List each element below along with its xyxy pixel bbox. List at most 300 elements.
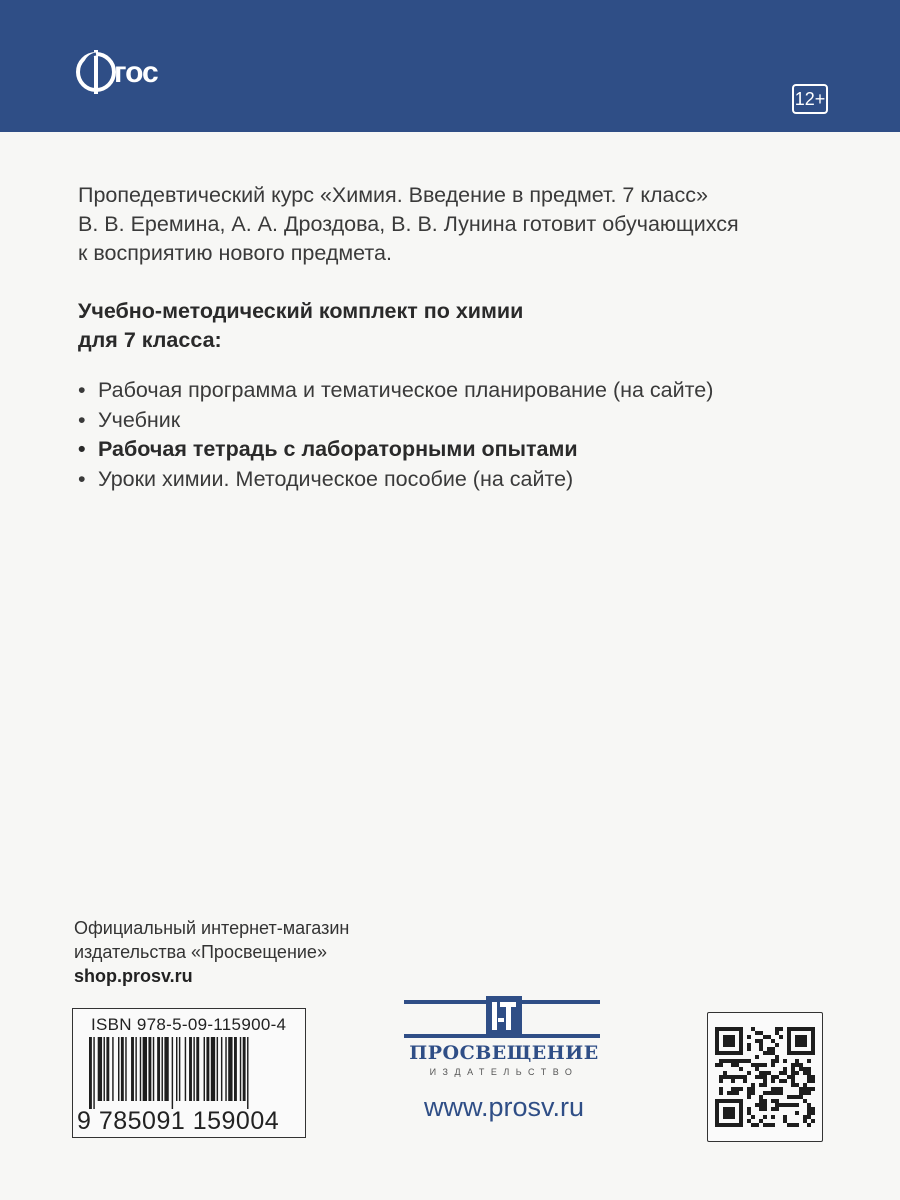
qr-module xyxy=(731,1123,735,1127)
qr-module xyxy=(719,1027,723,1031)
barcode-bar xyxy=(98,1037,102,1101)
barcode-bar xyxy=(179,1037,180,1101)
qr-module xyxy=(731,1027,735,1031)
qr-module xyxy=(723,1123,727,1127)
publisher-name: ПРОСВЕЩЕНИЕ xyxy=(409,1042,599,1064)
barcode-bar xyxy=(135,1037,136,1101)
qr-module xyxy=(771,1091,775,1095)
barcode-bar xyxy=(243,1037,246,1101)
qr-module xyxy=(715,1119,719,1123)
qr-module xyxy=(775,1075,779,1079)
qr-module xyxy=(791,1071,795,1075)
ean-digits: 9 785091 159004 xyxy=(77,1107,280,1135)
qr-module xyxy=(751,1087,755,1091)
qr-module xyxy=(771,1099,775,1103)
qr-module xyxy=(759,1043,763,1047)
barcode-bar xyxy=(89,1037,92,1109)
qr-module xyxy=(723,1099,727,1103)
qr-module xyxy=(811,1027,815,1031)
qr-module xyxy=(783,1119,787,1123)
qr-module xyxy=(719,1059,723,1063)
qr-module xyxy=(759,1099,763,1103)
qr-module xyxy=(795,1027,799,1031)
qr-module xyxy=(763,1071,767,1075)
qr-module xyxy=(743,1075,747,1079)
qr-module xyxy=(747,1035,751,1039)
qr-module xyxy=(727,1091,731,1095)
qr-module xyxy=(715,1063,719,1067)
qr-module xyxy=(763,1075,767,1079)
qr-module xyxy=(791,1123,795,1127)
qr-module xyxy=(767,1091,771,1095)
qr-module xyxy=(763,1035,767,1039)
qr-module xyxy=(739,1051,743,1055)
qr-module xyxy=(771,1123,775,1127)
qr-module xyxy=(791,1083,795,1087)
qr-module xyxy=(747,1091,751,1095)
qr-module xyxy=(727,1043,731,1047)
qr-module xyxy=(739,1107,743,1111)
qr-module xyxy=(715,1051,719,1055)
intro-text xyxy=(78,181,838,268)
qr-module xyxy=(735,1063,739,1067)
qr-module xyxy=(803,1119,807,1123)
qr-module xyxy=(739,1047,743,1051)
qr-module xyxy=(735,1075,739,1079)
barcode-box xyxy=(72,1008,306,1138)
qr-module xyxy=(795,1039,799,1043)
qr-module xyxy=(783,1103,787,1107)
qr-module xyxy=(731,1063,735,1067)
qr-module xyxy=(727,1059,731,1063)
qr-module xyxy=(795,1051,799,1055)
qr-module xyxy=(795,1043,799,1047)
qr-module xyxy=(739,1043,743,1047)
qr-module xyxy=(719,1099,723,1103)
qr-module xyxy=(735,1059,739,1063)
qr-module xyxy=(759,1075,763,1079)
publisher-book-icon xyxy=(484,992,524,1038)
qr-module xyxy=(739,1039,743,1043)
qr-module xyxy=(731,1115,735,1119)
qr-module xyxy=(763,1099,767,1103)
qr-module xyxy=(723,1027,727,1031)
qr-module xyxy=(811,1035,815,1039)
qr-module xyxy=(751,1115,755,1119)
qr-module xyxy=(747,1059,751,1063)
barcode-bar xyxy=(196,1037,199,1101)
qr-module xyxy=(811,1039,815,1043)
qr-module xyxy=(791,1103,795,1107)
qr-module xyxy=(739,1103,743,1107)
qr-module xyxy=(723,1051,727,1055)
qr-module xyxy=(751,1027,755,1031)
qr-module xyxy=(795,1111,799,1115)
qr-module xyxy=(727,1039,731,1043)
isbn-text: ISBN 978-5-09-115900-4 xyxy=(91,1015,287,1034)
qr-module xyxy=(791,1079,795,1083)
qr-module xyxy=(763,1103,767,1107)
qr-module xyxy=(747,1071,751,1075)
qr-module xyxy=(759,1119,763,1123)
qr-module xyxy=(811,1047,815,1051)
qr-module xyxy=(783,1067,787,1071)
qr-module xyxy=(791,1075,795,1079)
qr-module xyxy=(803,1027,807,1031)
qr-module xyxy=(771,1087,775,1091)
list-item: • Учебник xyxy=(78,406,838,436)
qr-code-icon[interactable] xyxy=(714,1019,816,1135)
qr-module xyxy=(751,1123,755,1127)
qr-module xyxy=(791,1027,795,1031)
qr-module xyxy=(727,1035,731,1039)
qr-module xyxy=(747,1119,751,1123)
qr-module xyxy=(739,1067,743,1071)
qr-module xyxy=(811,1087,815,1091)
qr-module xyxy=(795,1103,799,1107)
qr-module xyxy=(715,1115,719,1119)
barcode-bar xyxy=(189,1037,192,1101)
qr-module xyxy=(787,1027,791,1031)
qr-module xyxy=(763,1115,767,1119)
qr-module xyxy=(811,1031,815,1035)
qr-module xyxy=(807,1071,811,1075)
fgos-logo-text: гос xyxy=(114,56,158,89)
qr-module xyxy=(731,1059,735,1063)
qr-module xyxy=(739,1087,743,1091)
qr-module xyxy=(799,1067,803,1071)
qr-module xyxy=(807,1103,811,1107)
qr-module xyxy=(799,1091,803,1095)
publisher-url-link[interactable]: www.prosv.ru xyxy=(423,1092,585,1122)
barcode-bar xyxy=(125,1037,126,1101)
qr-module xyxy=(759,1039,763,1043)
qr-module xyxy=(787,1035,791,1039)
qr-module xyxy=(763,1079,767,1083)
qr-module xyxy=(799,1043,803,1047)
qr-module xyxy=(763,1123,767,1127)
barcode-bar xyxy=(247,1037,248,1109)
qr-module xyxy=(751,1063,755,1067)
qr-module xyxy=(759,1031,763,1035)
shop-url-link[interactable]: shop.prosv.ru xyxy=(74,966,193,986)
qr-module xyxy=(739,1059,743,1063)
header-band xyxy=(0,0,900,132)
qr-module xyxy=(803,1091,807,1095)
fgos-logo xyxy=(74,44,184,100)
qr-module xyxy=(727,1123,731,1127)
qr-module xyxy=(715,1111,719,1115)
qr-module xyxy=(727,1027,731,1031)
qr-module xyxy=(763,1063,767,1067)
list-item: • Рабочая программа и тематическое планирование (на сайте) xyxy=(78,376,838,406)
qr-module xyxy=(739,1035,743,1039)
barcode-bar xyxy=(157,1037,160,1101)
qr-module xyxy=(767,1047,771,1051)
qr-module xyxy=(747,1095,751,1099)
barcode-bar xyxy=(217,1037,218,1101)
barcode-bar xyxy=(148,1037,151,1101)
qr-module xyxy=(767,1035,771,1039)
qr-module xyxy=(803,1087,807,1091)
qr-module xyxy=(779,1071,783,1075)
qr-module xyxy=(799,1051,803,1055)
qr-module xyxy=(731,1107,735,1111)
qr-module xyxy=(763,1051,767,1055)
kit-title-line: Учебно-методический комплект по химии xyxy=(78,299,524,323)
qr-module xyxy=(715,1027,719,1031)
qr-module xyxy=(755,1067,759,1071)
list-item-highlighted: • Рабочая тетрадь с лабораторными опытами xyxy=(78,435,838,465)
qr-module xyxy=(795,1071,799,1075)
qr-module xyxy=(807,1027,811,1031)
qr-module xyxy=(803,1115,807,1119)
qr-module xyxy=(755,1103,759,1107)
shop-line: Официальный интернет-магазин xyxy=(74,918,350,938)
qr-module xyxy=(799,1087,803,1091)
qr-module xyxy=(727,1051,731,1055)
qr-module xyxy=(715,1039,719,1043)
qr-module xyxy=(719,1051,723,1055)
qr-module xyxy=(735,1123,739,1127)
qr-module xyxy=(771,1039,775,1043)
qr-module xyxy=(771,1059,775,1063)
qr-module xyxy=(727,1099,731,1103)
qr-module xyxy=(723,1111,727,1115)
barcode-bar xyxy=(204,1037,205,1101)
qr-module xyxy=(719,1123,723,1127)
barcode-bar xyxy=(153,1037,154,1101)
qr-module xyxy=(731,1043,735,1047)
qr-module xyxy=(763,1083,767,1087)
qr-module xyxy=(739,1075,743,1079)
qr-module xyxy=(811,1119,815,1123)
qr-module xyxy=(787,1031,791,1035)
qr-module xyxy=(739,1115,743,1119)
qr-module xyxy=(755,1075,759,1079)
qr-module xyxy=(775,1103,779,1107)
qr-module xyxy=(803,1071,807,1075)
qr-module xyxy=(747,1043,751,1047)
qr-module xyxy=(783,1059,787,1063)
qr-module xyxy=(811,1107,815,1111)
qr-module xyxy=(739,1119,743,1123)
shop-info xyxy=(74,916,414,988)
qr-module xyxy=(775,1031,779,1035)
qr-module xyxy=(807,1079,811,1083)
qr-module xyxy=(755,1055,759,1059)
qr-module xyxy=(787,1095,791,1099)
qr-module xyxy=(731,1079,735,1083)
qr-module xyxy=(791,1067,795,1071)
qr-module xyxy=(779,1103,783,1107)
qr-module xyxy=(735,1091,739,1095)
qr-module xyxy=(799,1035,803,1039)
qr-module xyxy=(779,1027,783,1031)
barcode-icon xyxy=(89,1037,293,1109)
qr-module xyxy=(759,1095,763,1099)
qr-module xyxy=(739,1099,743,1103)
qr-module xyxy=(739,1031,743,1035)
qr-module xyxy=(747,1107,751,1111)
qr-module xyxy=(735,1087,739,1091)
qr-module xyxy=(735,1051,739,1055)
qr-module xyxy=(731,1051,735,1055)
qr-module xyxy=(803,1099,807,1103)
qr-module xyxy=(791,1063,795,1067)
barcode-bar xyxy=(240,1037,241,1101)
qr-module xyxy=(807,1115,811,1119)
qr-module xyxy=(771,1051,775,1055)
qr-module xyxy=(775,1043,779,1047)
qr-module xyxy=(723,1075,727,1079)
qr-module xyxy=(731,1099,735,1103)
qr-module xyxy=(811,1079,815,1083)
qr-module xyxy=(747,1047,751,1051)
qr-module xyxy=(791,1051,795,1055)
intro-line: к восприятию нового предмета. xyxy=(78,241,392,265)
qr-module xyxy=(775,1107,779,1111)
qr-module xyxy=(783,1115,787,1119)
qr-module xyxy=(803,1039,807,1043)
qr-module xyxy=(715,1103,719,1107)
qr-module xyxy=(739,1123,743,1127)
barcode-bar xyxy=(221,1037,222,1101)
qr-module xyxy=(723,1039,727,1043)
qr-module xyxy=(731,1035,735,1039)
qr-module xyxy=(775,1099,779,1103)
qr-module xyxy=(779,1091,783,1095)
qr-module xyxy=(807,1123,811,1127)
qr-module xyxy=(739,1027,743,1031)
qr-module xyxy=(803,1043,807,1047)
barcode-bar xyxy=(106,1037,109,1101)
qr-module xyxy=(771,1075,775,1079)
qr-module xyxy=(795,1063,799,1067)
qr-module xyxy=(787,1123,791,1127)
qr-module xyxy=(719,1079,723,1083)
qr-module xyxy=(751,1091,755,1095)
intro-line: В. В. Еремина, А. А. Дроздова, В. В. Лунина готовит обучающихся xyxy=(78,212,739,236)
qr-module xyxy=(775,1087,779,1091)
intro-line: Пропедевтический курс «Химия. Введение в предмет. 7 класс» xyxy=(78,183,708,207)
qr-module xyxy=(755,1039,759,1043)
qr-module xyxy=(803,1035,807,1039)
qr-module xyxy=(731,1039,735,1043)
qr-module xyxy=(787,1047,791,1051)
barcode-bar xyxy=(211,1037,215,1101)
qr-module xyxy=(723,1071,727,1075)
qr-module xyxy=(807,1111,811,1115)
kit-list xyxy=(78,376,838,494)
qr-module xyxy=(715,1107,719,1111)
qr-module xyxy=(739,1111,743,1115)
qr-module xyxy=(719,1075,723,1079)
barcode-bar xyxy=(225,1037,226,1101)
barcode-bar xyxy=(206,1037,209,1101)
qr-module xyxy=(795,1095,799,1099)
kit-title xyxy=(78,297,838,355)
qr-module xyxy=(715,1043,719,1047)
qr-module xyxy=(807,1075,811,1079)
qr-module xyxy=(715,1047,719,1051)
list-item: • Уроки химии. Методическое пособие (на сайте) xyxy=(78,465,838,495)
qr-module xyxy=(795,1123,799,1127)
qr-module xyxy=(791,1095,795,1099)
qr-module xyxy=(743,1059,747,1063)
qr-module xyxy=(767,1123,771,1127)
qr-module xyxy=(763,1107,767,1111)
qr-module xyxy=(795,1059,799,1063)
qr-module xyxy=(723,1043,727,1047)
qr-module xyxy=(795,1035,799,1039)
age-rating-badge: 12+ xyxy=(792,84,828,114)
qr-module xyxy=(719,1063,723,1067)
qr-module xyxy=(743,1079,747,1083)
qr-module xyxy=(771,1079,775,1083)
qr-module xyxy=(807,1107,811,1111)
qr-module xyxy=(755,1031,759,1035)
qr-module xyxy=(735,1027,739,1031)
qr-module xyxy=(723,1059,727,1063)
qr-module xyxy=(727,1115,731,1119)
qr-module xyxy=(759,1063,763,1067)
publisher-subtitle: ИЗДАТЕЛЬСТВО xyxy=(429,1067,579,1077)
barcode-bar xyxy=(112,1037,113,1101)
qr-box xyxy=(707,1012,823,1142)
qr-module xyxy=(807,1067,811,1071)
qr-module xyxy=(807,1091,811,1095)
barcode-bar xyxy=(185,1037,186,1101)
qr-module xyxy=(771,1063,775,1067)
qr-module xyxy=(759,1107,763,1111)
qr-module xyxy=(811,1051,815,1055)
barcode-bar xyxy=(143,1037,147,1101)
qr-module xyxy=(771,1115,775,1119)
qr-module xyxy=(723,1107,727,1111)
qr-module xyxy=(795,1083,799,1087)
qr-module xyxy=(723,1035,727,1039)
qr-module xyxy=(779,1035,783,1039)
qr-module xyxy=(807,1051,811,1055)
qr-module xyxy=(787,1043,791,1047)
qr-module xyxy=(715,1123,719,1127)
qr-module xyxy=(763,1091,767,1095)
barcode-bar xyxy=(131,1037,134,1101)
qr-module xyxy=(719,1091,723,1095)
qr-module xyxy=(811,1075,815,1079)
qr-module xyxy=(783,1079,787,1083)
qr-module xyxy=(799,1095,803,1099)
qr-module xyxy=(799,1039,803,1043)
qr-module xyxy=(803,1067,807,1071)
qr-module xyxy=(747,1111,751,1115)
qr-module xyxy=(771,1107,775,1111)
kit-title-line: для 7 класса: xyxy=(78,328,222,352)
qr-module xyxy=(807,1087,811,1091)
qr-module xyxy=(759,1047,763,1051)
qr-module xyxy=(755,1063,759,1067)
barcode-bar xyxy=(193,1037,194,1101)
qr-module xyxy=(779,1087,783,1091)
qr-module xyxy=(767,1071,771,1075)
qr-module xyxy=(755,1123,759,1127)
qr-module xyxy=(775,1027,779,1031)
qr-module xyxy=(799,1063,803,1067)
qr-module xyxy=(751,1083,755,1087)
barcode-bar xyxy=(93,1037,94,1109)
qr-module xyxy=(759,1103,763,1107)
